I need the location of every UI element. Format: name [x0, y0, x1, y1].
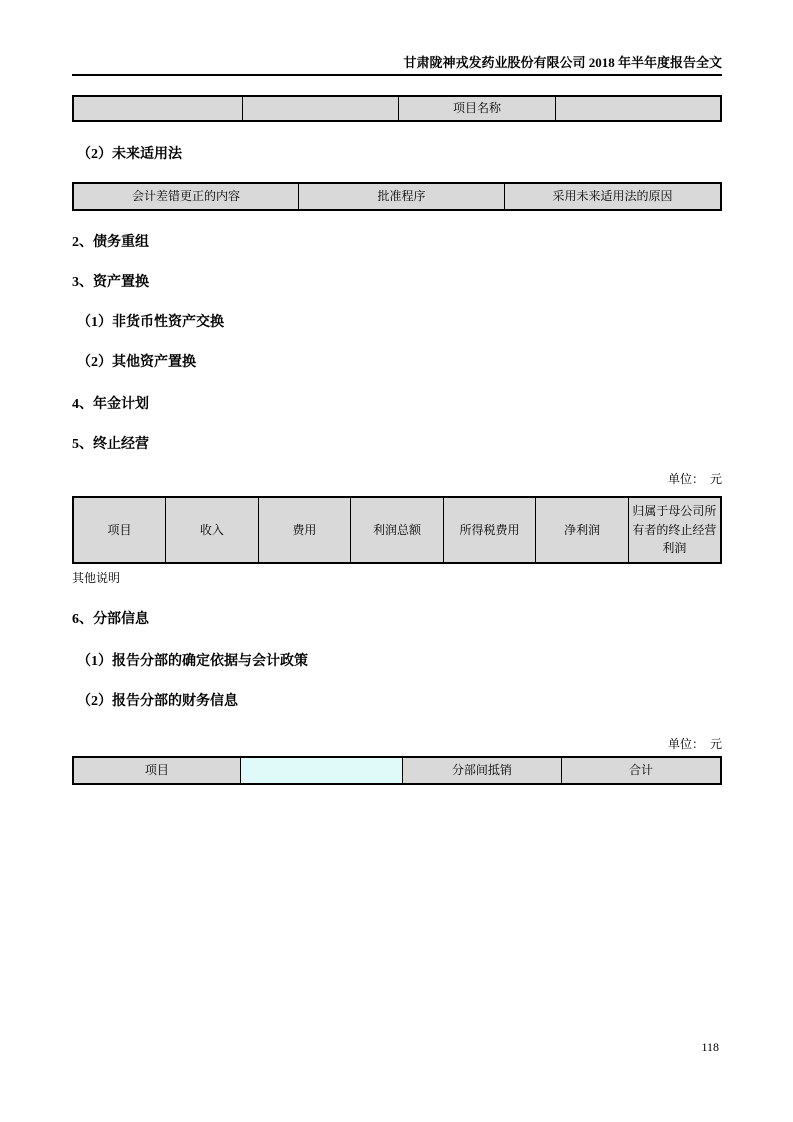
heading-other-asset-replacement: （2）其他资产置换	[77, 355, 196, 370]
table-cell	[243, 96, 399, 121]
other-note: 其他说明	[72, 571, 121, 585]
heading-segment-financials: （2）报告分部的财务信息	[77, 694, 238, 709]
table-header-row	[73, 497, 721, 563]
table-row	[73, 96, 721, 121]
table-cell-parent-profit: 归属于母公司所有者的终止经营利润	[628, 497, 721, 563]
unit-note: 单位： 元	[667, 472, 722, 486]
heading-non-monetary-exchange: （1）非货币性资产交换	[77, 315, 224, 330]
table-cell-project: 项目	[73, 497, 166, 563]
page-number: 118	[701, 1040, 719, 1054]
heading-annuity-plan: 4、年金计划	[72, 397, 149, 412]
table-cell-intersegment-elimination: 分部间抵销	[402, 757, 561, 784]
table-cell-highlighted-empty	[240, 757, 402, 784]
table-cell-approval-procedure: 批准程序	[299, 183, 505, 210]
discontinued-operations-table	[72, 496, 722, 564]
table-cell	[73, 96, 243, 121]
table-row	[73, 183, 721, 210]
table-cell-correction-content: 会计差错更正的内容	[73, 183, 299, 210]
heading-asset-replacement: 3、资产置换	[72, 275, 149, 290]
table-cell-project: 项目	[73, 757, 240, 784]
item-name-table	[72, 95, 722, 122]
table-cell	[556, 96, 721, 121]
error-correction-table	[72, 182, 722, 211]
heading-future-application-method: （2）未来适用法	[77, 147, 182, 162]
heading-discontinued-operations: 5、终止经营	[72, 437, 149, 452]
table-cell-income: 收入	[166, 497, 259, 563]
table-cell-income-tax: 所得税费用	[443, 497, 536, 563]
unit-note: 单位： 元	[667, 737, 722, 751]
table-cell-net-profit: 净利润	[536, 497, 629, 563]
heading-debt-restructuring: 2、债务重组	[72, 235, 149, 250]
heading-segment-information: 6、分部信息	[72, 612, 149, 627]
table-cell-total-profit: 利润总额	[351, 497, 444, 563]
segment-table	[72, 756, 722, 785]
table-cell-expense: 费用	[258, 497, 351, 563]
table-row	[73, 757, 721, 784]
table-cell-item-name: 项目名称	[398, 96, 555, 121]
page-header-title: 甘肃陇神戎发药业股份有限公司 2018 年半年度报告全文	[72, 0, 722, 76]
table-cell-total: 合计	[562, 757, 721, 784]
heading-segment-basis: （1）报告分部的确定依据与会计政策	[77, 654, 308, 669]
table-cell-future-method-reason: 采用未来适用法的原因	[505, 183, 721, 210]
